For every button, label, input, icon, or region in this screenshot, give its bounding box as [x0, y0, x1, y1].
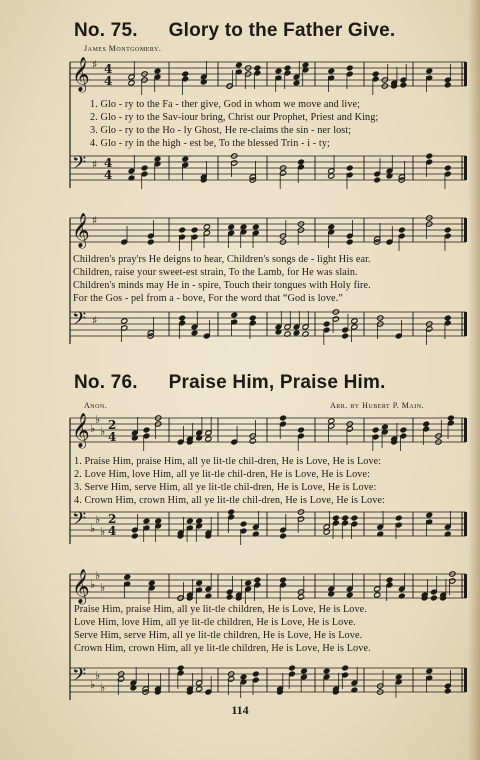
svg-text:♭: ♭: [100, 425, 106, 438]
svg-text:♭: ♭: [90, 678, 96, 691]
lyric-line: 4. Crown Him, crown Him, all ye lit-tle chil-dren, He is Love, He is Love:: [74, 495, 385, 506]
lyric-line: 1. Praise Him, praise Him, all ye lit-tle chil-dren, He is Love, He is Love:: [74, 456, 382, 467]
bass-clef-icon: 𝄢: [72, 665, 87, 690]
treble-clef-icon: 𝄞: [72, 569, 90, 604]
svg-text:♭: ♭: [100, 581, 106, 594]
bass-clef-icon: 𝄢: [72, 153, 87, 178]
note-heads: [128, 153, 451, 189]
key-signature-sharp-icon: [92, 158, 97, 171]
svg-text:4: 4: [104, 156, 113, 170]
treble-staff: [70, 213, 467, 251]
svg-text:♭: ♭: [100, 681, 106, 694]
hymn-75-heading: [74, 20, 395, 42]
key-signature-sharp-icon: [92, 58, 97, 71]
svg-text:♭: ♭: [100, 525, 106, 538]
lyric-line: Children's minds may He in - spire, Touch their tongues with Holy fire.: [73, 280, 371, 291]
svg-text:4: 4: [104, 168, 113, 182]
treble-clef-icon: 𝄞: [72, 57, 90, 92]
svg-text:♯: ♯: [92, 158, 98, 171]
svg-text:4: 4: [104, 74, 113, 88]
svg-text:4: 4: [108, 524, 117, 538]
hymn-76-arranger: Arr. by Hubert P. Main.: [330, 401, 425, 410]
key-signature-sharp-icon: [92, 214, 97, 227]
hymn-75-number: No. 75.: [74, 20, 138, 41]
note-heads: [131, 415, 454, 451]
lyric-line: 2. Glo - ry to the Sav-iour bring, Christ our Prophet, Priest and King;: [90, 112, 379, 123]
svg-text:♯: ♯: [92, 58, 98, 71]
hymn-76-number: No. 76.: [74, 372, 138, 393]
note-heads: [118, 665, 452, 698]
note-heads: [121, 215, 452, 251]
bass-clef-icon: 𝄢: [72, 509, 87, 534]
key-signature-flats-icon: [90, 569, 105, 594]
page-number: 114: [231, 703, 249, 717]
treble-staff: [70, 413, 467, 451]
svg-text:♭: ♭: [95, 569, 101, 582]
svg-text:4: 4: [104, 62, 113, 76]
hymn-75-title: Glory to the Father Give.: [168, 20, 396, 41]
svg-text:♯: ♯: [92, 214, 98, 227]
note-heads: [131, 509, 451, 545]
lyric-line: Love Him, love Him, all ye lit-tle children, He is Love, He is Love.: [74, 617, 356, 628]
key-signature-sharp-icon: [92, 314, 97, 327]
bass-staff: [70, 665, 467, 698]
svg-text:♭: ♭: [95, 413, 101, 426]
hymn-76-s2-lyrics: [74, 603, 371, 655]
bass-staff: [70, 509, 467, 545]
bass-staff: [70, 309, 467, 345]
key-signature-flats-icon: [90, 513, 105, 538]
note-heads: [128, 61, 451, 95]
svg-text:♭: ♭: [90, 422, 96, 435]
bass-staff: [70, 153, 467, 189]
time-signature-icon: [108, 418, 116, 444]
svg-text:♭: ♭: [95, 513, 101, 526]
treble-clef-icon: 𝄞: [72, 413, 90, 448]
key-signature-flats-icon: [90, 413, 105, 438]
treble-staff: [70, 57, 467, 95]
svg-text:♭: ♭: [90, 522, 96, 535]
lyric-line: 2. Love Him, love Him, all ye lit-tle chil-dren, He is Love, He is Love:: [74, 469, 371, 480]
hymn-75-s2-lyrics: [73, 253, 371, 305]
hymn-75-author: James Montgomery.: [84, 44, 162, 53]
note-heads: [121, 309, 452, 345]
lyric-line: Children, raise your sweet-est strain, To the Lamb, for He was slain.: [73, 267, 358, 278]
lyric-line: 4. Glo - ry in the high - est be, To the blessed Trin - i - ty;: [90, 138, 330, 149]
lyric-line: 1. Glo - ry to the Fa - ther give, God in whom we move and live;: [90, 99, 361, 110]
time-signature-icon: [108, 512, 116, 538]
svg-text:♭: ♭: [95, 669, 101, 682]
hymn-76-title: Praise Him, Praise Him.: [168, 372, 386, 393]
bass-clef-icon: 𝄢: [72, 309, 87, 334]
lyric-line: Serve Him, serve Him, all ye lit-tle children, He is Love, He is Love.: [74, 630, 363, 641]
svg-text:♭: ♭: [90, 578, 96, 591]
lyric-line: For the Gos - pel from a - bove, For the word that “God is love.”: [73, 293, 343, 304]
svg-text:2: 2: [108, 418, 117, 432]
hymn-75-s1-lyrics: [90, 98, 378, 150]
note-heads: [124, 571, 456, 604]
svg-text:4: 4: [108, 430, 117, 444]
time-signature-icon: [104, 62, 112, 88]
time-signature-icon: [104, 156, 112, 182]
lyric-line: Crown Him, crown Him, all ye lit-tle children, He is Love, He is Love.: [74, 643, 371, 654]
lyric-line: Children's pray'rs He deigns to hear, Children's songs de - light His ear.: [73, 254, 371, 265]
svg-text:♯: ♯: [92, 314, 98, 327]
hymn-76-s1-lyrics: [74, 455, 385, 507]
treble-clef-icon: 𝄞: [72, 213, 90, 248]
key-signature-flats-icon: [90, 669, 105, 694]
lyric-line: 3. Glo - ry to the Ho - ly Ghost, He re-claims the sin - ner lost;: [90, 125, 352, 136]
hymn-76-author: Anon.: [84, 401, 108, 410]
treble-staff: [70, 569, 467, 605]
hymn-76-heading: [74, 372, 386, 394]
svg-text:2: 2: [108, 512, 117, 526]
lyric-line: Praise Him, praise Him, all ye lit-tle children, He is Love, He is Love.: [74, 604, 367, 615]
lyric-line: 3. Serve Him, serve Him, all ye lit-tle chil-dren, He is Love, He is Love:: [74, 482, 377, 493]
